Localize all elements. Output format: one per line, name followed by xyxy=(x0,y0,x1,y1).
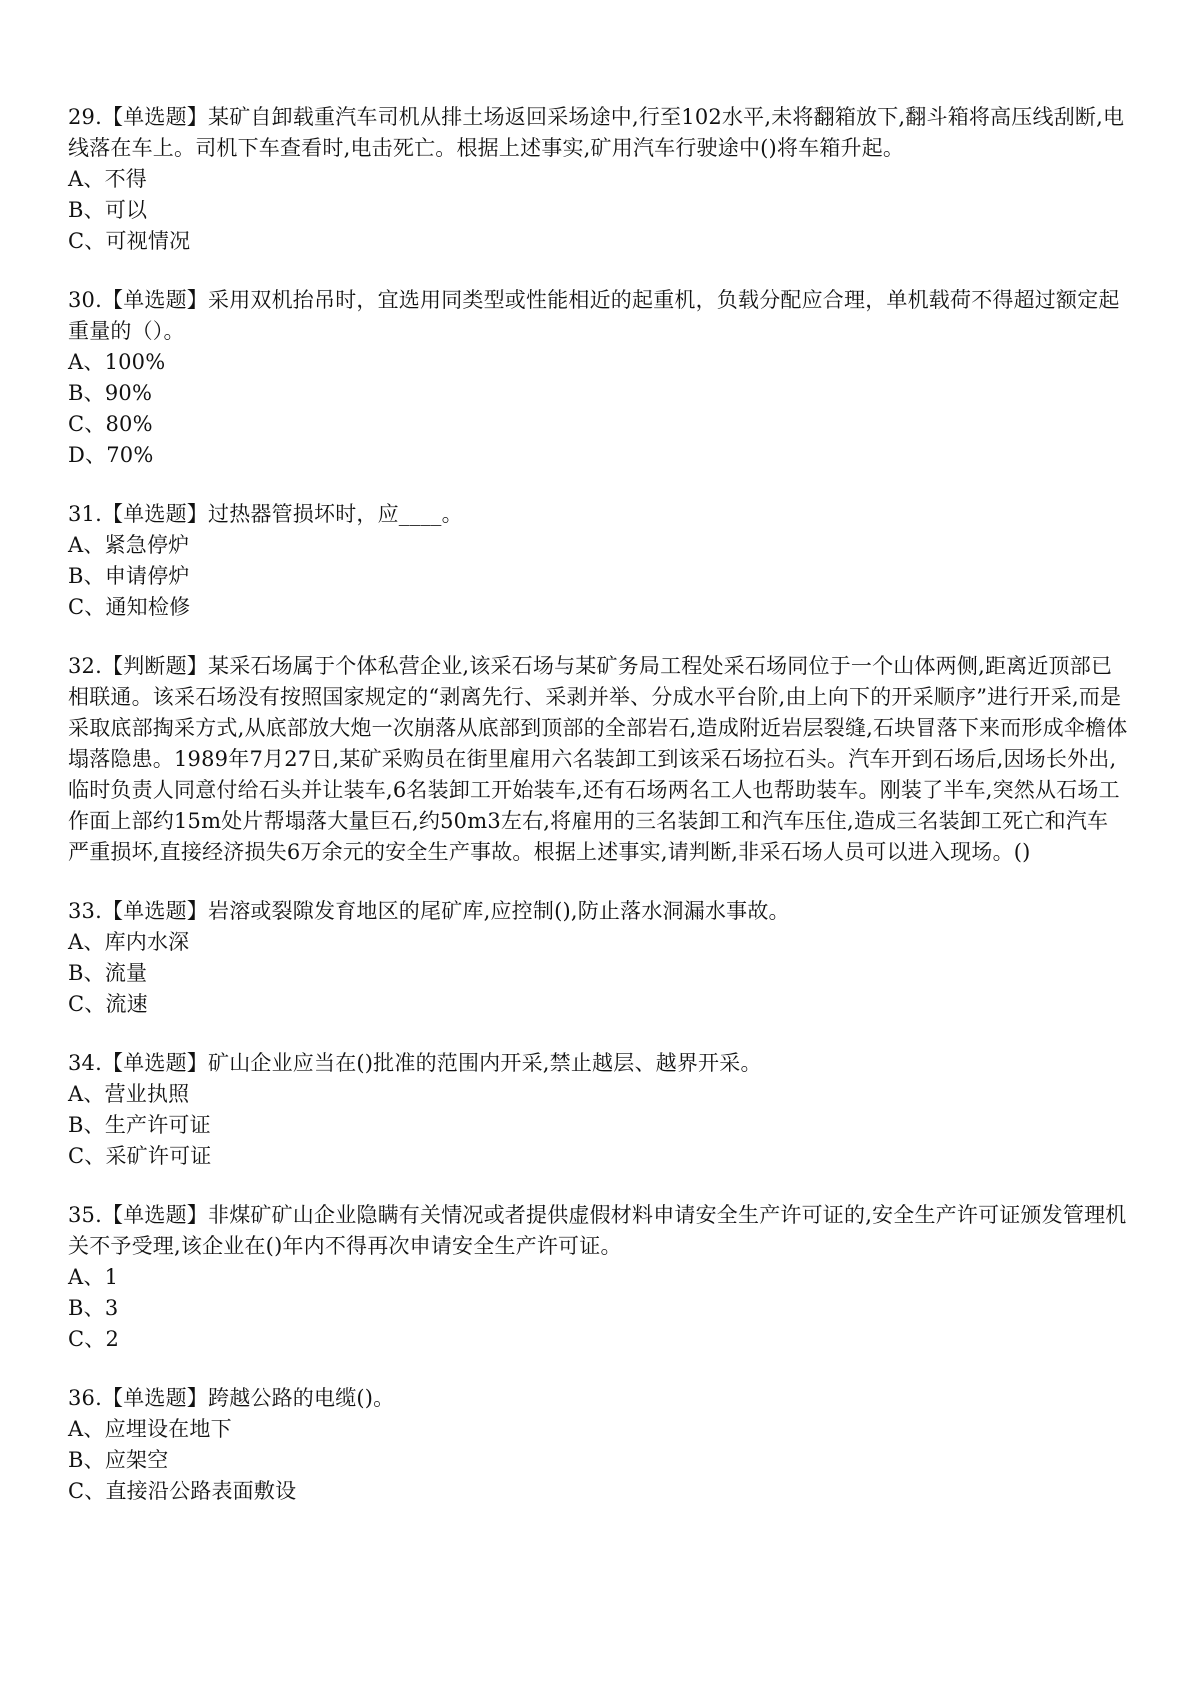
question-block xyxy=(68,102,1128,257)
answer-option: C、直接沿公路表面敷设 xyxy=(68,1479,297,1503)
question-list xyxy=(68,102,1128,1535)
answer-option: A、库内水深 xyxy=(68,930,190,954)
question-block xyxy=(68,1048,1128,1172)
question-text: 31.【单选题】过热器管损坏时，应____。 xyxy=(68,502,463,526)
question-text: 33.【单选题】岩溶或裂隙发育地区的尾矿库,应控制(),防止落水洞漏水事故。 xyxy=(68,899,790,923)
answer-option: A、1 xyxy=(68,1265,119,1289)
answer-option: D、70% xyxy=(68,443,154,467)
question-text: 30.【单选题】采用双机抬吊时，宜选用同类型或性能相近的起重机，负载分配应合理，单机载荷不得超过额定起重量的（）。 xyxy=(68,288,1120,343)
answer-option: A、紧急停炉 xyxy=(68,533,190,557)
question-block xyxy=(68,1200,1128,1355)
answer-option: B、申请停炉 xyxy=(68,564,190,588)
question-block xyxy=(68,285,1128,471)
answer-option: A、不得 xyxy=(68,167,147,191)
question-block xyxy=(68,499,1128,623)
answer-option: A、营业执照 xyxy=(68,1082,190,1106)
answer-option: B、可以 xyxy=(68,198,148,222)
answer-option: C、采矿许可证 xyxy=(68,1144,212,1168)
answer-option: B、应架空 xyxy=(68,1448,169,1472)
question-block xyxy=(68,896,1128,1020)
answer-option: C、80% xyxy=(68,412,153,436)
question-text: 35.【单选题】非煤矿矿山企业隐瞒有关情况或者提供虚假材料申请安全生产许可证的,安全生产许可证颁发管理机关不予受理,该企业在()年内不得再次申请安全生产许可证。 xyxy=(68,1203,1127,1258)
answer-option: B、生产许可证 xyxy=(68,1113,211,1137)
question-text: 34.【单选题】矿山企业应当在()批准的范围内开采,禁止越层、越界开采。 xyxy=(68,1051,762,1075)
answer-option: A、应埋设在地下 xyxy=(68,1417,232,1441)
question-block xyxy=(68,651,1128,868)
answer-option: A、100% xyxy=(68,350,166,374)
answer-option: C、通知检修 xyxy=(68,595,191,619)
question-text: 32.【判断题】某采石场属于个体私营企业,该采石场与某矿务局工程处采石场同位于一个山体两侧,距离近顶部已相联通。该采石场没有按照国家规定的“剥离先行、采剥并举、分成水平台阶,由上向下的开采顺序”进行开采,而是采取底部掏采方式,从底部放大炮一次崩落从底部到顶部的全部岩石,造成附近岩层裂缝,石块冒落下来而形成伞檐体塌落隐患。1989年7月27日,某矿采购员在街里雇用六名装卸工到该采石场拉石头。汽车开到石场后,因场长外出,临时负责人同意付给石头并让装车,6名装卸工开始装车,还有石场两名工人也帮助装车。刚装了半车,突然从石场工作面上部约15m处片帮塌落大量巨石,约50m3左右,将雇用的三名装卸工和汽车压住,造成三名装卸工死亡和汽车严重损坏,直接经济损失6万余元的安全生产事故。根据上述事实,请判断,非采石场人员可以进入现场。() xyxy=(68,654,1128,864)
question-block xyxy=(68,1383,1128,1507)
answer-option: C、流速 xyxy=(68,992,148,1016)
question-text: 29.【单选题】某矿自卸载重汽车司机从排土场返回采场途中,行至102水平,未将翻箱放下,翻斗箱将高压线刮断,电线落在车上。司机下车查看时,电击死亡。根据上述事实,矿用汽车行驶途中()将车箱升起。 xyxy=(68,105,1125,160)
answer-option: C、2 xyxy=(68,1327,120,1351)
answer-option: B、90% xyxy=(68,381,153,405)
question-text: 36.【单选题】跨越公路的电缆()。 xyxy=(68,1386,395,1410)
answer-option: B、流量 xyxy=(68,961,148,985)
answer-option: B、3 xyxy=(68,1296,119,1320)
answer-option: C、可视情况 xyxy=(68,229,191,253)
